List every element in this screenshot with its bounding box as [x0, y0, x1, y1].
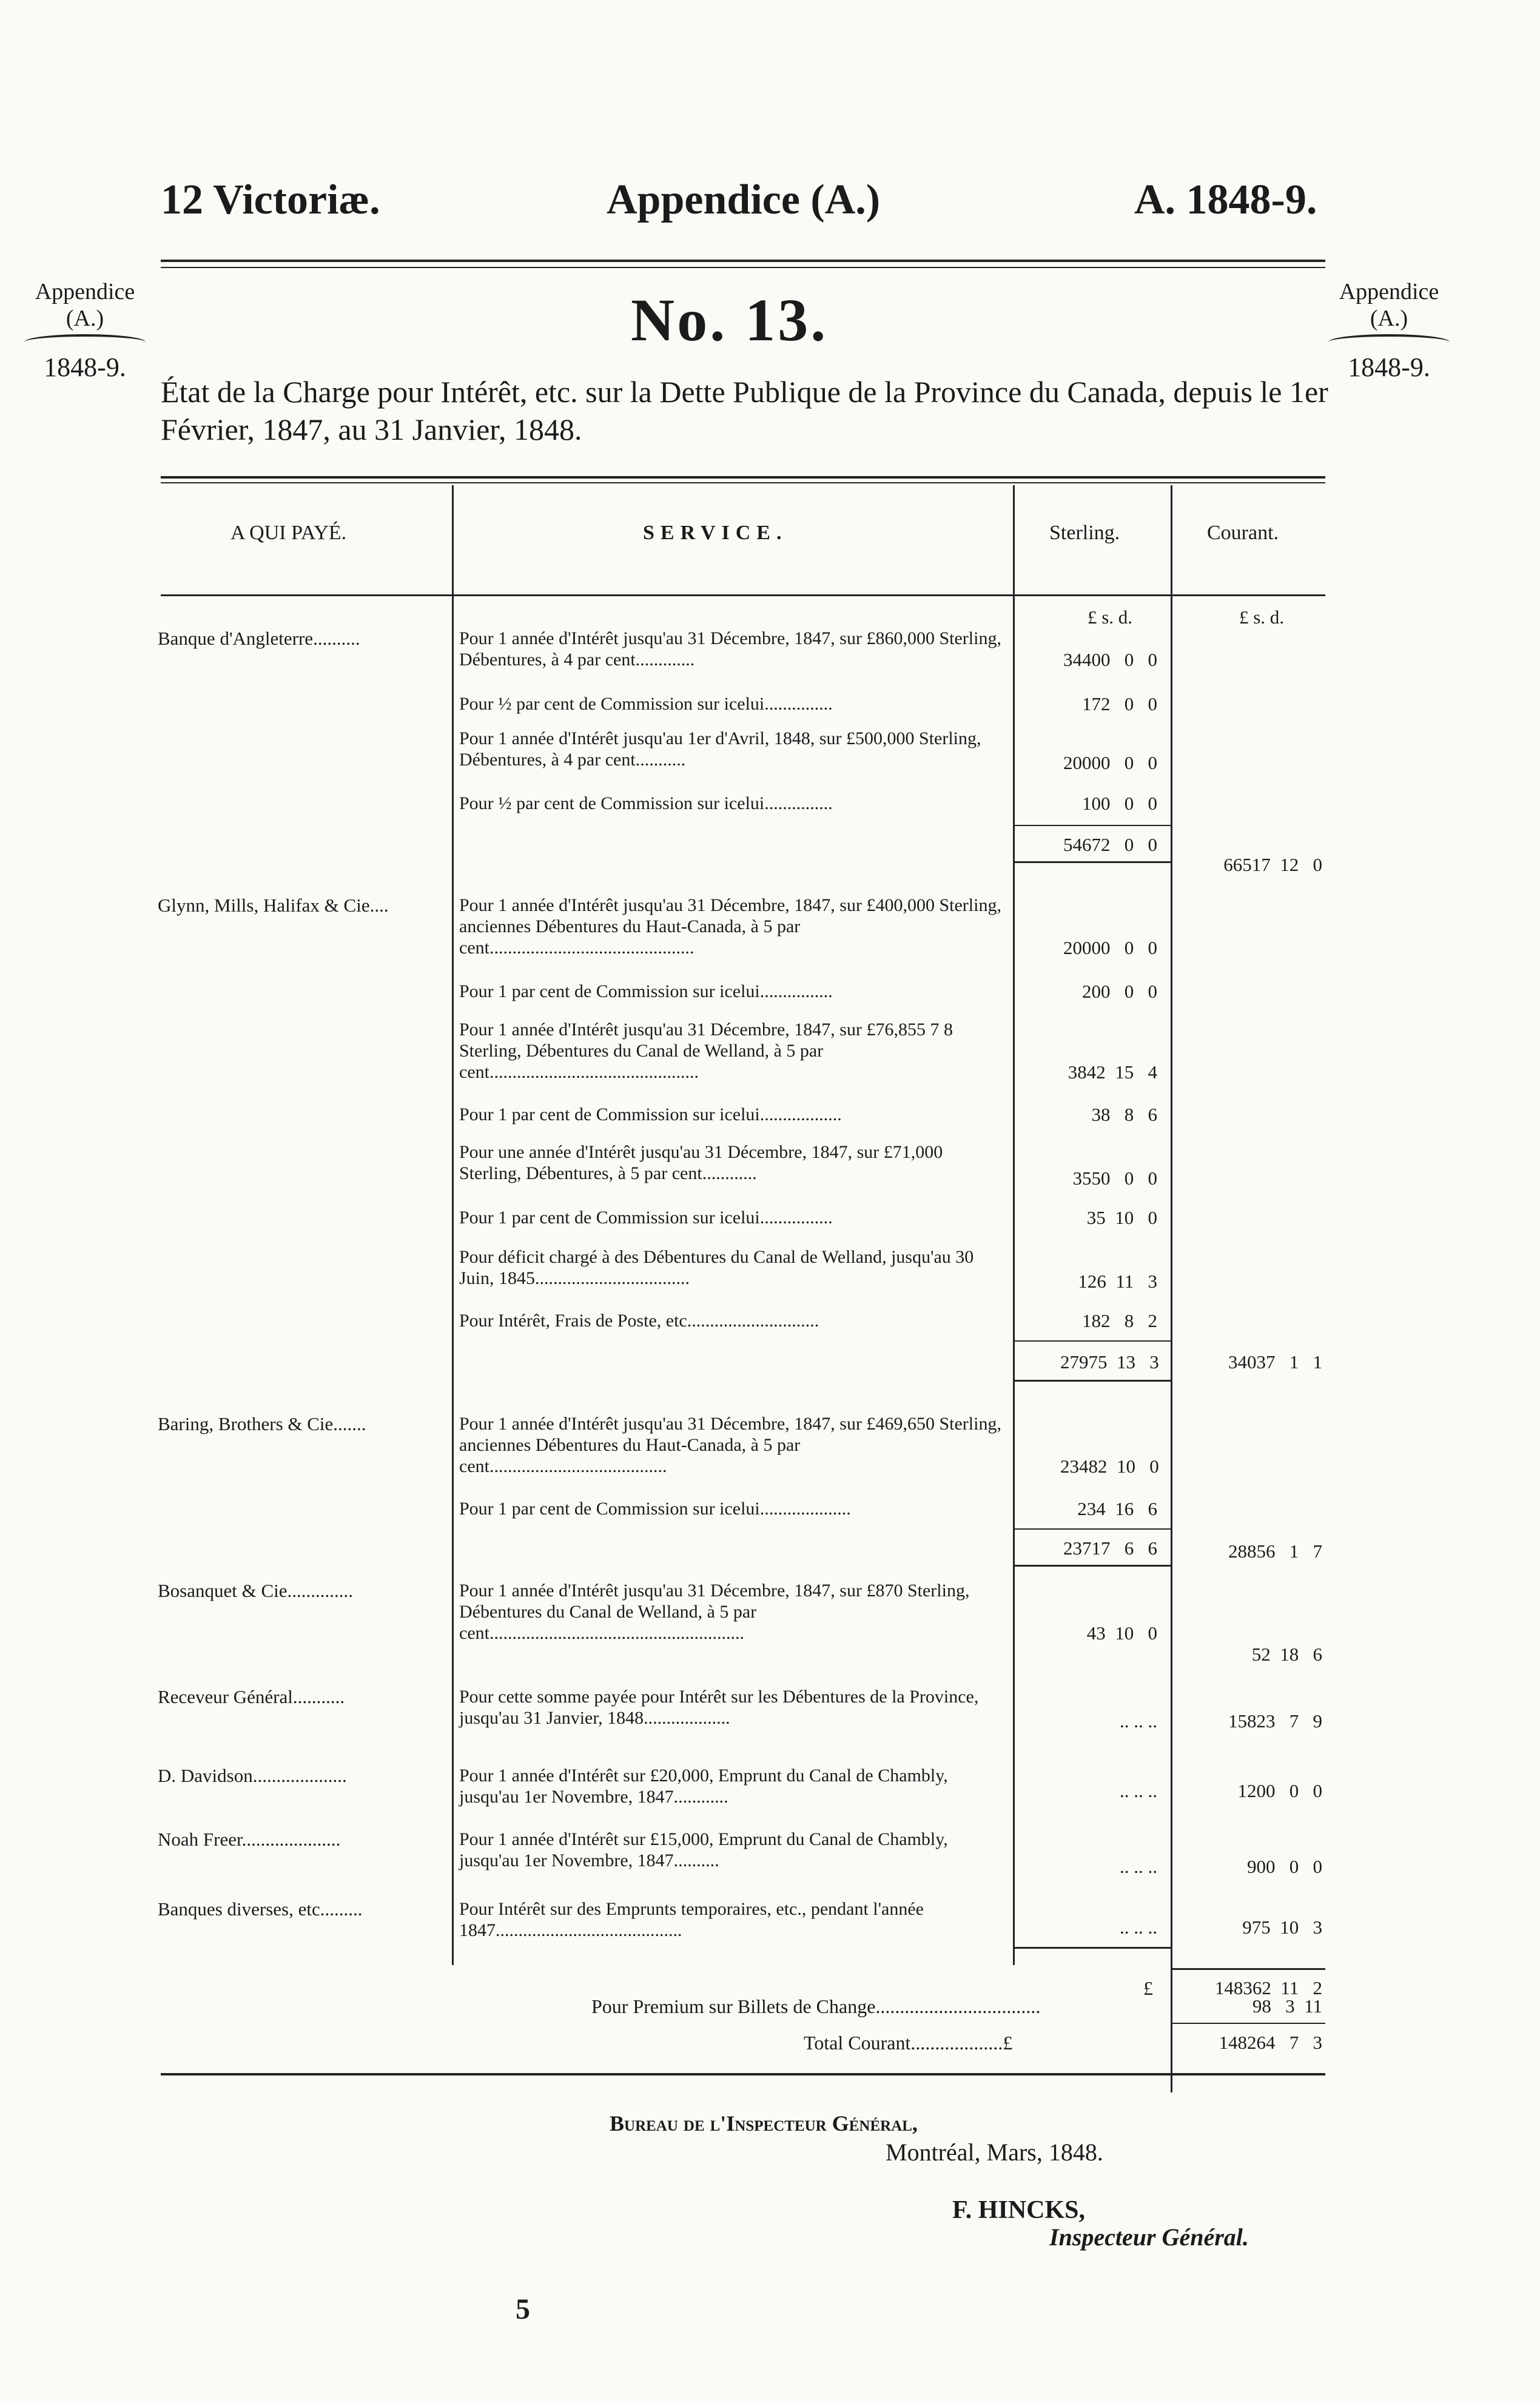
- row-payee: Banques diverses, etc.........: [158, 1898, 363, 1920]
- row-sterling: 38 8 6: [1091, 1104, 1157, 1125]
- total-value: 148264 7 3: [1219, 2032, 1322, 2053]
- row-service: Pour déficit chargé à des Débentures du Canal de Welland, jusqu'au 30 Juin, 1845..................................: [459, 1247, 974, 1288]
- row-service: Pour ½ par cent de Commission sur icelui...............: [459, 793, 833, 813]
- margin-sub-left: (A.): [66, 305, 104, 331]
- brace-left: [24, 334, 146, 350]
- document-lead: État de la Charge pour Intérêt, etc. sur la Dette Publique de la Province du Canada, depuis le 1er Février, 1847, au 31 Janvier, 1848.: [161, 375, 1328, 446]
- row-service: Pour Intérêt, Frais de Poste, etc.............................: [459, 1311, 819, 1331]
- row-sterling: .. .. ..: [1120, 1780, 1157, 1801]
- units-courant: £ s. d.: [1239, 607, 1285, 628]
- margin-year-left: 1848-9.: [44, 352, 126, 383]
- subtotal-rule: [1014, 1340, 1171, 1342]
- row-payee: Receveur Général...........: [158, 1686, 345, 1707]
- margin-note-left: [24, 279, 146, 383]
- row-payee: Banque d'Angleterre..........: [158, 628, 360, 649]
- row-sterling: .. .. ..: [1120, 1917, 1157, 1938]
- signature-title: Inspecteur Général.: [1049, 2223, 1249, 2251]
- row-service: Pour 1 année d'Intérêt jusqu'au 31 Décembre, 1847, sur £870 Sterling, Débentures du Canal de Welland, à 5 par cent........................................................: [459, 1581, 970, 1643]
- total-rule: [1172, 2023, 1325, 2024]
- row-service: Pour Intérêt sur des Emprunts temporaires, etc., pendant l'année 1847.........................................: [459, 1899, 924, 1940]
- row-courant: 1200 0 0: [1237, 1780, 1322, 1801]
- row-sterling: .. .. ..: [1120, 1856, 1157, 1877]
- row-sterling: 34400 0 0: [1063, 649, 1157, 670]
- header-courant: Courant.: [1207, 522, 1279, 544]
- header-payee: A QUI PAYÉ.: [230, 522, 347, 544]
- row-sterling: 200 0 0: [1082, 981, 1157, 1002]
- row-service: Pour 1 année d'Intérêt jusqu'au 31 Décembre, 1847, sur £400,000 Sterling, anciennes Débentures du Haut-Canada, à 5 par cent.............................................: [459, 895, 1001, 958]
- page-number: 5: [516, 2293, 530, 2325]
- row-sterling: .. .. ..: [1120, 1710, 1157, 1732]
- subtotal-rule: [1014, 1528, 1171, 1530]
- row-sterling: 3550 0 0: [1072, 1168, 1157, 1189]
- row-service: Pour 1 année d'Intérêt jusqu'au 1er d'Avril, 1848, sur £500,000 Sterling, Débentures, à 4 par cent...........: [459, 728, 981, 770]
- bottom-rule: [161, 2073, 1325, 2075]
- row-sterling: 126 11 3: [1078, 1271, 1157, 1292]
- subtotal-rule: [1014, 825, 1171, 826]
- header-rule-top: [161, 260, 1325, 262]
- column-divider-2: [1013, 485, 1015, 1965]
- premium-label: Pour Premium sur Billets de Change..................................: [591, 1995, 1041, 2017]
- row-sterling: 43 10 0: [1086, 1622, 1157, 1644]
- currency-mark: £: [1143, 1977, 1153, 1999]
- row-service: Pour 1 par cent de Commission sur icelui..................: [459, 1104, 842, 1124]
- row-courant: 900 0 0: [1247, 1856, 1322, 1877]
- brace-right: [1328, 334, 1450, 350]
- row-service: Pour 1 par cent de Commission sur icelui....................: [459, 1499, 851, 1519]
- row-payee: Glynn, Mills, Halifax & Cie....: [158, 895, 389, 916]
- subtotal-rule: [1014, 1565, 1171, 1567]
- header-service: SERVICE.: [643, 522, 788, 544]
- courant-sum-rule: [1172, 1968, 1325, 1970]
- margin-label-right: Appendice: [1339, 279, 1439, 304]
- subtotal-sterling: 54672 0 0: [1063, 834, 1157, 855]
- row-service: Pour 1 par cent de Commission sur icelui................: [459, 981, 833, 1001]
- row-sterling: 182 8 2: [1082, 1310, 1157, 1331]
- row-service: Pour 1 année d'Intérêt sur £20,000, Emprunt du Canal de Chambly, jusqu'au 1er Novembre, 1847............: [459, 1766, 948, 1807]
- bureau-line: Bureau de l'Inspecteur Général,: [610, 2111, 918, 2136]
- table-rule-top-thin: [161, 482, 1325, 483]
- row-payee: Noah Freer.....................: [158, 1829, 341, 1850]
- row-payee: D. Davidson....................: [158, 1765, 347, 1786]
- row-courant: 52 18 6: [1251, 1644, 1322, 1665]
- units-sterling: £ s. d.: [1087, 607, 1133, 628]
- margin-note-right: [1328, 279, 1450, 383]
- row-sterling: 20000 0 0: [1063, 937, 1157, 958]
- row-payee: Baring, Brothers & Cie.......: [158, 1413, 366, 1434]
- header-sterling: Sterling.: [1049, 522, 1120, 544]
- row-sterling: 20000 0 0: [1063, 752, 1157, 773]
- row-service: Pour 1 année d'Intérêt jusqu'au 31 Décembre, 1847, sur £860,000 Sterling, Débentures, à 4 par cent.............: [459, 628, 1001, 670]
- header-right: A. 1848-9.: [1134, 176, 1317, 223]
- row-sterling: 234 16 6: [1077, 1498, 1157, 1519]
- row-service: Pour 1 année d'Intérêt jusqu'au 31 Décembre, 1847, sur £469,650 Sterling, anciennes Débentures du Haut-Canada, à 5 par cent.......................................: [459, 1414, 1001, 1476]
- row-payee: Bosanquet & Cie..............: [158, 1580, 354, 1601]
- total-label: Total Courant...................£: [804, 2032, 1013, 2054]
- signature: F. HINCKS,: [952, 2196, 1086, 2224]
- row-sterling: 23482 10 0: [1060, 1456, 1159, 1477]
- column-divider-3: [1171, 485, 1172, 2092]
- row-sterling: 3842 15 4: [1068, 1061, 1157, 1083]
- row-courant: 975 10 3: [1242, 1917, 1322, 1938]
- header-left: 12 Victoriæ.: [161, 176, 380, 223]
- header-center: Appendice (A.): [607, 176, 881, 223]
- courant-subtotal: 148362 11 2: [1214, 1977, 1322, 1998]
- margin-sub-right: (A.): [1370, 305, 1408, 331]
- document-number: No. 13.: [631, 286, 829, 354]
- column-divider-1: [452, 485, 454, 1965]
- premium-value: 98 3 11: [1252, 1995, 1322, 2017]
- row-service: Pour 1 année d'Intérêt sur £15,000, Emprunt du Canal de Chambly, jusqu'au 1er Novembre, 1847..........: [459, 1829, 948, 1870]
- place-date: Montréal, Mars, 1848.: [886, 2139, 1103, 2166]
- subtotal-sterling: 23717 6 6: [1063, 1538, 1157, 1559]
- row-sterling: 172 0 0: [1082, 693, 1157, 714]
- row-courant: 66517 12 0: [1223, 854, 1322, 875]
- sterling-end-rule: [1014, 1947, 1171, 1949]
- table-rule-top: [161, 476, 1325, 479]
- row-service: Pour 1 par cent de Commission sur icelui................: [459, 1208, 833, 1228]
- table-header-rule: [161, 594, 1325, 596]
- subtotal-rule: [1014, 861, 1171, 863]
- row-sterling: 100 0 0: [1082, 793, 1157, 814]
- margin-label-left: Appendice: [35, 279, 135, 304]
- row-courant: 28856 1 7: [1228, 1541, 1322, 1562]
- margin-year-right: 1848-9.: [1348, 352, 1430, 383]
- row-courant: 34037 1 1: [1228, 1351, 1322, 1373]
- header-rule-bottom: [161, 267, 1325, 268]
- row-courant: 15823 7 9: [1228, 1710, 1322, 1732]
- subtotal-rule: [1014, 1380, 1171, 1382]
- row-service: Pour cette somme payée pour Intérêt sur les Débentures de la Province, jusqu'au 31 Janvier, 1848...................: [459, 1687, 979, 1728]
- row-service: Pour une année d'Intérêt jusqu'au 31 Décembre, 1847, sur £71,000 Sterling, Débentures, à 5 par cent............: [459, 1142, 943, 1183]
- row-service: Pour ½ par cent de Commission sur icelui...............: [459, 694, 833, 714]
- subtotal-sterling: 27975 13 3: [1060, 1351, 1159, 1373]
- row-service: Pour 1 année d'Intérêt jusqu'au 31 Décembre, 1847, sur £76,855 7 8 Sterling, Débentures du Canal de Welland, à 5 par cent..............................................: [459, 1020, 953, 1082]
- row-sterling: 35 10 0: [1086, 1207, 1157, 1228]
